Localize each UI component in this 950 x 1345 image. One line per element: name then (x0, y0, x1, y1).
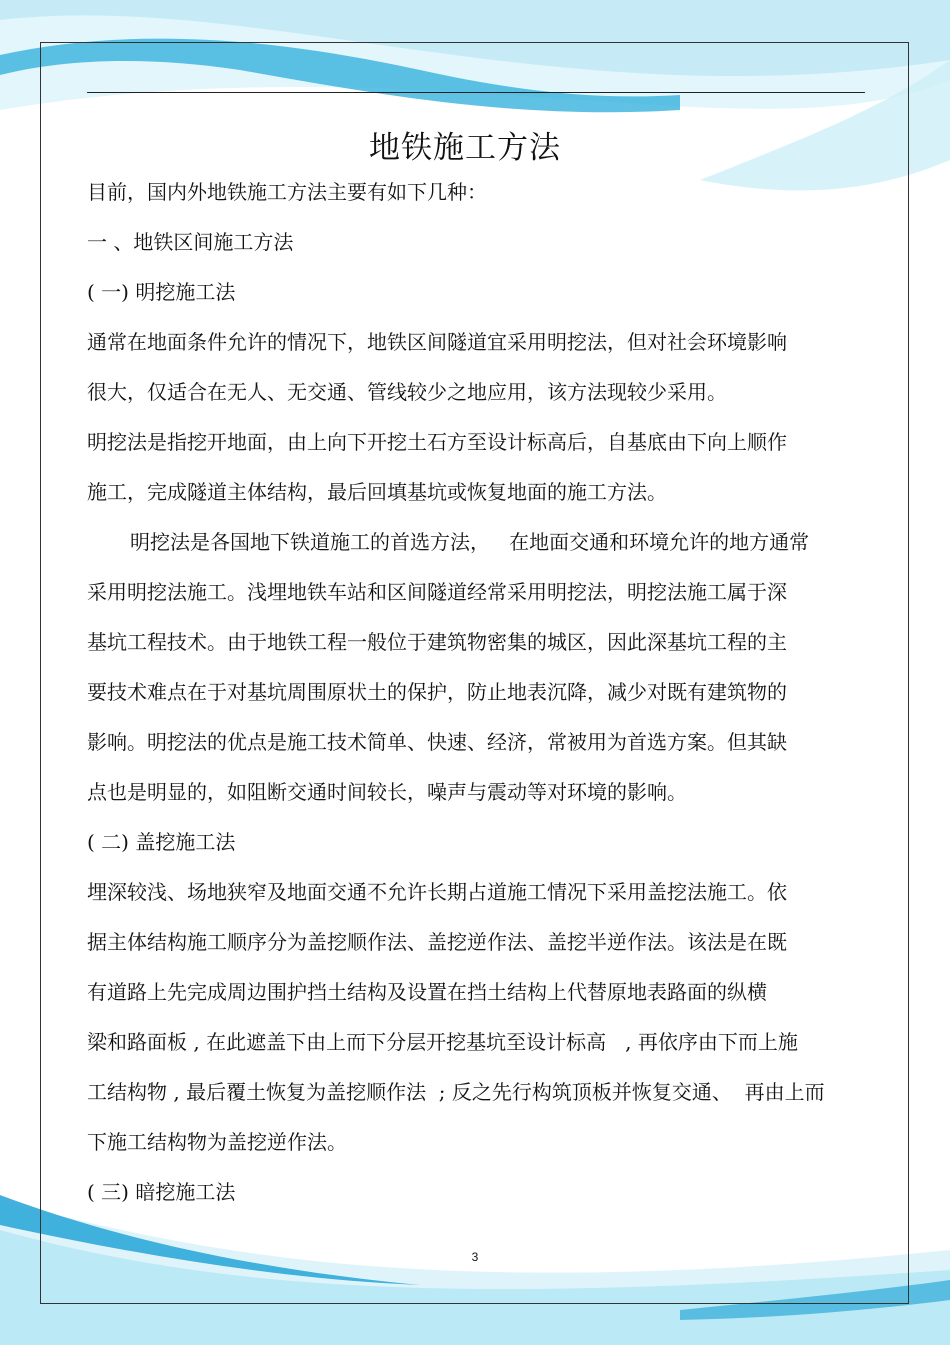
paragraph-line: 施工，完成隧道主体结构，最后回填基坑或恢复地面的施工方法。 (87, 480, 667, 504)
paragraph-line: 采用明挖法施工。浅埋地铁车站和区间隧道经常采用明挖法，明挖法施工属于深 (87, 580, 787, 604)
paragraph-line: 目前，国内外地铁施工方法主要有如下几种： (87, 180, 487, 204)
section-heading: 一 、地铁区间施工方法 (87, 230, 294, 254)
paragraph-line: 要技术难点在于对基坑周围原状土的保护，防止地表沉降，减少对既有建筑物的 (87, 680, 787, 704)
subsection-heading: ( 二) 盖挖施工法 (87, 830, 236, 854)
paragraph-line: 下施工结构物为盖挖逆作法。 (87, 1130, 347, 1154)
paragraph-line: 很大，仅适合在无人、无交通、管线较少之地应用，该方法现较少采用。 (87, 380, 727, 404)
paragraph-line: 基坑工程技术。由于地铁工程一般位于建筑物密集的城区，因此深基坑工程的主 (87, 630, 787, 654)
header-rule (87, 92, 865, 93)
paragraph-line: 有道路上先完成周边围护挡土结构及设置在挡土结构上代替原地表路面的纵横 (87, 980, 767, 1004)
subsection-heading: ( 三) 暗挖施工法 (87, 1180, 236, 1204)
paragraph-line: 通常在地面条件允许的情况下，地铁区间隧道宜采用明挖法，但对社会环境影响 (87, 330, 787, 354)
paragraph-line: 明挖法是各国地下铁道施工的首选方法， 在地面交通和环境允许的地方通常 (130, 530, 810, 554)
paragraph-line: 据主体结构施工顺序分为盖挖顺作法、盖挖逆作法、盖挖半逆作法。该法是在既 (87, 930, 787, 954)
paragraph-line: 梁和路面板 , 在此遮盖下由上而下分层开挖基坑至设计标高 , 再依序由下而上施 (87, 1030, 798, 1054)
paragraph-line: 明挖法是指挖开地面，由上向下开挖土石方至设计标高后，自基底由下向上顺作 (87, 430, 787, 454)
page-number: 3 (471, 1250, 479, 1264)
paragraph-line: 点也是明显的，如阻断交通时间较长，噪声与震动等对环境的影响。 (87, 780, 687, 804)
paragraph-line: 埋深较浅、场地狭窄及地面交通不允许长期占道施工情况下采用盖挖法施工。依 (87, 880, 787, 904)
paragraph-line: 工结构物 , 最后覆土恢复为盖挖顺作法 ; 反之先行构筑顶板并恢复交通、 再由上而 (87, 1080, 825, 1104)
subsection-heading: ( 一) 明挖施工法 (87, 280, 236, 304)
paragraph-line: 影响。明挖法的优点是施工技术简单、快速、经济，常被用为首选方案。但其缺 (87, 730, 787, 754)
document-title: 地铁施工方法 (369, 130, 561, 166)
